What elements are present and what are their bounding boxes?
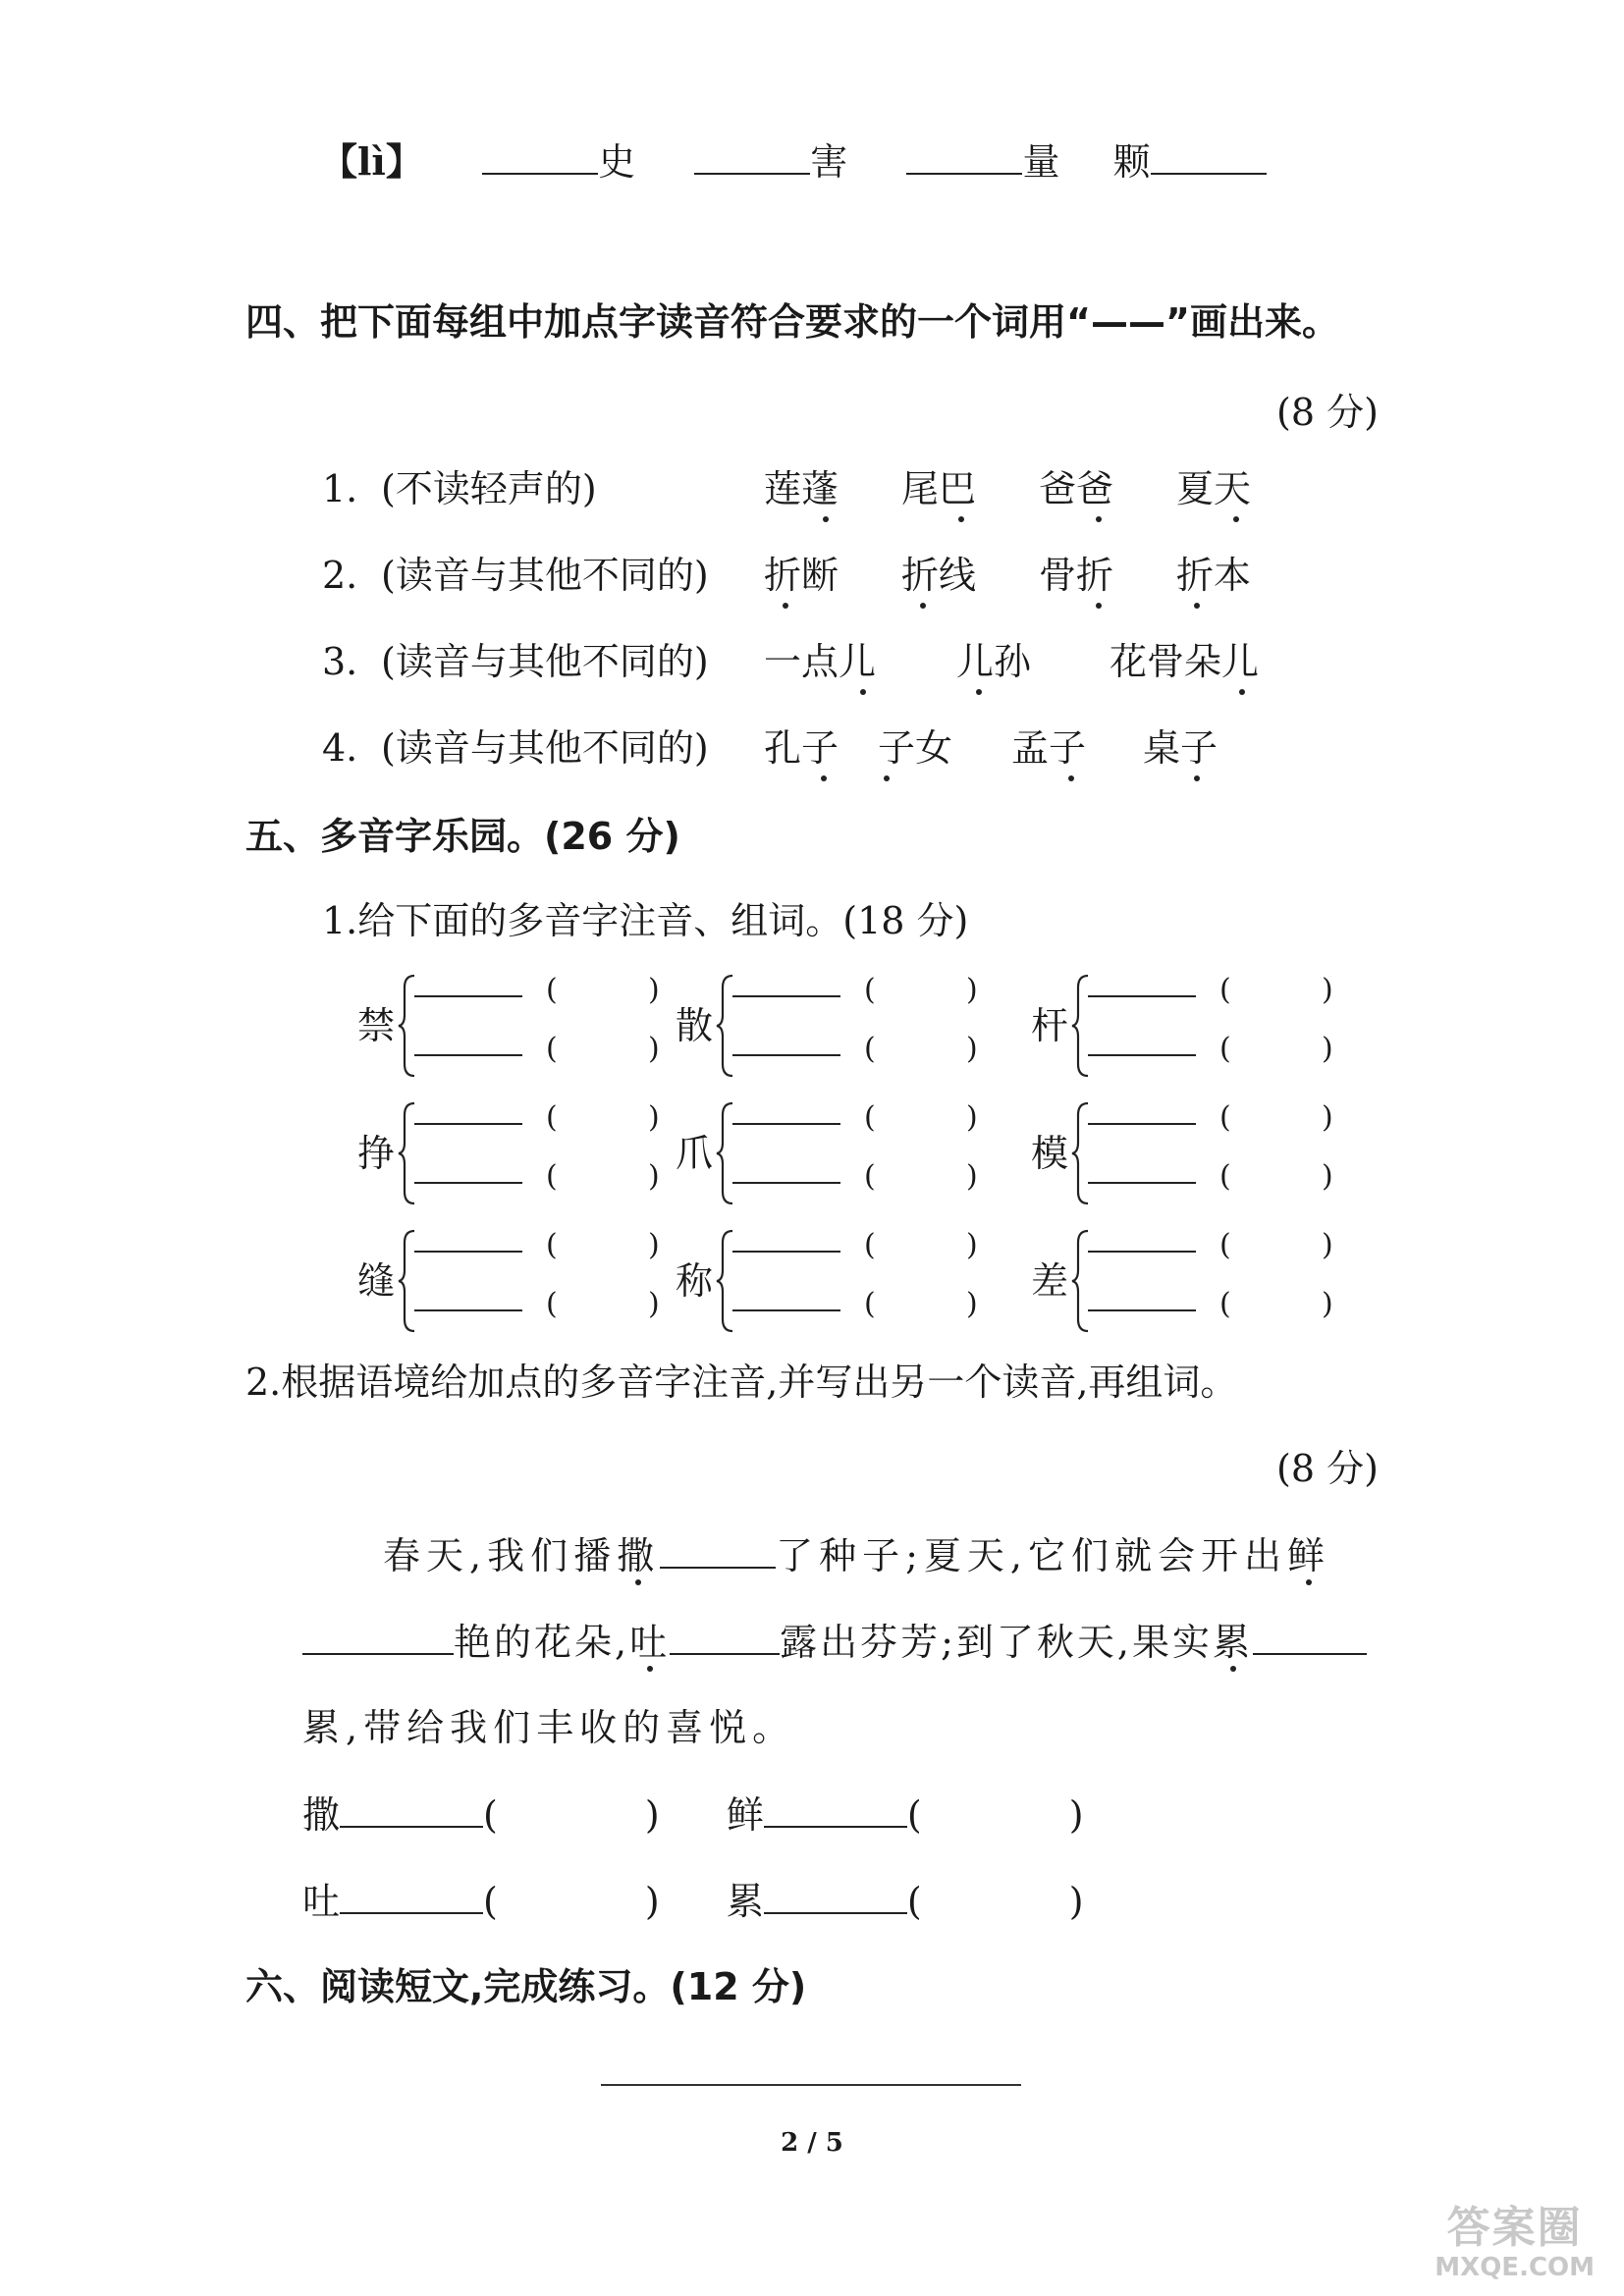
pinyin-paren-close: ) bbox=[648, 1159, 660, 1194]
pinyin-answer-slot[interactable] bbox=[566, 1160, 644, 1194]
word-option[interactable]: 折线 bbox=[901, 554, 977, 597]
pinyin-answer-slot[interactable] bbox=[884, 1033, 962, 1066]
polyphone-group bbox=[1031, 1227, 1355, 1335]
polyphone-group bbox=[1031, 1099, 1355, 1207]
emphasis-dot bbox=[958, 516, 964, 522]
curly-brace-icon bbox=[1070, 1227, 1092, 1335]
polyphone-group bbox=[676, 1099, 1000, 1207]
polyphone-char: 散 bbox=[676, 1004, 714, 1047]
q4-score: (8 分) bbox=[1276, 391, 1379, 434]
pinyin-paren-open: ( bbox=[546, 1287, 558, 1321]
word-option[interactable]: 折本 bbox=[1176, 554, 1252, 597]
emphasis-dot bbox=[1194, 603, 1200, 609]
q5-title: 五、多音字乐园。(26 分) bbox=[245, 815, 680, 858]
word-blank[interactable] bbox=[1088, 995, 1196, 997]
pinyin-paren-open: ( bbox=[864, 1228, 876, 1262]
curly-brace-icon bbox=[715, 1099, 736, 1207]
word-blank[interactable] bbox=[732, 1123, 840, 1125]
pinyin-paren-close: ) bbox=[648, 1228, 660, 1262]
pinyin-answer-slot[interactable] bbox=[884, 1160, 962, 1194]
polyphone-group bbox=[676, 972, 1000, 1080]
pinyin-answer-slot[interactable] bbox=[884, 1288, 962, 1321]
q4-item-3: 3. (读音与其他不同的) 一点儿 儿孙 花骨朵儿 bbox=[322, 640, 1286, 683]
pinyin-paren-close: ) bbox=[966, 1159, 978, 1194]
watermark-logo: 答案圈 MXQE.COM bbox=[1435, 2203, 1595, 2282]
polyphone-char: 杆 bbox=[1031, 1004, 1069, 1047]
fill-blank[interactable] bbox=[482, 139, 598, 175]
word-blank[interactable] bbox=[732, 1251, 840, 1253]
pinyin-paren-open: ( bbox=[864, 973, 876, 1007]
pinyin-paren-open: ( bbox=[864, 1159, 876, 1194]
word-option[interactable]: 夏天 bbox=[1176, 467, 1252, 510]
word-option[interactable]: 爸爸 bbox=[1039, 467, 1114, 510]
word-option[interactable]: 折断 bbox=[764, 554, 839, 597]
word-option[interactable]: 尾巴 bbox=[901, 467, 977, 510]
pinyin-paren-open: ( bbox=[546, 1159, 558, 1194]
curly-brace-icon bbox=[1070, 1099, 1092, 1207]
polyphone-char: 差 bbox=[1031, 1259, 1069, 1303]
emphasis-dot bbox=[860, 689, 866, 695]
pinyin-answer-slot[interactable] bbox=[884, 1101, 962, 1135]
pinyin-paren-open: ( bbox=[864, 1100, 876, 1135]
q6-title: 六、阅读短文,完成练习。(12 分) bbox=[245, 1965, 807, 2008]
word-option[interactable]: 一点儿 bbox=[764, 640, 877, 683]
pinyin-answer-slot[interactable] bbox=[566, 974, 644, 1007]
pinyin-paren-close: ) bbox=[648, 1100, 660, 1135]
pinyin-paren-close: ) bbox=[966, 1228, 978, 1262]
context-line-2: 艳的花朵,吐 露出芬芳;到了秋天,果实累 bbox=[302, 1620, 1367, 1664]
pinyin-paren-close: ) bbox=[966, 973, 978, 1007]
word-blank[interactable] bbox=[414, 995, 522, 997]
pinyin-paren-open: ( bbox=[1219, 1100, 1231, 1135]
word-blank[interactable] bbox=[414, 1251, 522, 1253]
fill-blank[interactable] bbox=[1253, 1620, 1367, 1655]
pinyin-paren-close: ) bbox=[1322, 1100, 1333, 1135]
top-fill-row bbox=[320, 139, 1267, 184]
polyphone-group bbox=[676, 1227, 1000, 1335]
curly-brace-icon bbox=[715, 1227, 736, 1335]
polyphone-group bbox=[357, 1227, 681, 1335]
word-option[interactable]: 子女 bbox=[878, 726, 953, 770]
context-line-3: 累,带给我们丰收的喜悦。 bbox=[302, 1706, 796, 1749]
pinyin-paren-close: ) bbox=[648, 973, 660, 1007]
polyphone-group bbox=[357, 1099, 681, 1207]
context-line-1: 春天,我们播撒 了种子;夏天,它们就会开出鲜 bbox=[383, 1534, 1331, 1577]
page-number: 2 / 5 bbox=[781, 2128, 843, 2158]
emphasis-dot bbox=[976, 689, 982, 695]
curly-brace-icon bbox=[1070, 972, 1092, 1080]
footer-divider bbox=[601, 2084, 1021, 2086]
q5-sub1: 1.给下面的多音字注音、组词。(18 分) bbox=[322, 899, 969, 942]
word-option[interactable]: 孔子 bbox=[764, 726, 839, 770]
dotted-char: 吐 bbox=[629, 1621, 671, 1664]
word-option[interactable]: 孟子 bbox=[1011, 726, 1087, 770]
curly-brace-icon bbox=[397, 1099, 418, 1207]
word-option[interactable]: 莲蓬 bbox=[764, 467, 839, 510]
pinyin-answer-slot[interactable] bbox=[566, 1288, 644, 1321]
polyphone-group bbox=[357, 972, 681, 1080]
word-blank[interactable] bbox=[414, 1054, 522, 1056]
word-blank[interactable] bbox=[732, 995, 840, 997]
pinyin-paren-close: ) bbox=[1322, 1159, 1333, 1194]
pinyin-paren-open: ( bbox=[864, 1287, 876, 1321]
word-blank[interactable] bbox=[732, 1309, 840, 1311]
polyphone-char: 称 bbox=[676, 1259, 714, 1303]
pinyin-paren-close: ) bbox=[648, 1032, 660, 1066]
pinyin-paren-close: ) bbox=[1322, 1287, 1333, 1321]
pinyin-answer-slot[interactable] bbox=[566, 1033, 644, 1066]
word-option[interactable]: 骨折 bbox=[1039, 554, 1114, 597]
pinyin-answer-slot[interactable] bbox=[1239, 1033, 1318, 1066]
pinyin-paren-open: ( bbox=[546, 1228, 558, 1262]
pinyin-answer-slot[interactable] bbox=[1239, 1288, 1318, 1321]
q4-item-1: 1. (不读轻声的) 莲蓬 尾巴 爸爸 夏天 bbox=[322, 467, 1314, 510]
emphasis-dot bbox=[1233, 516, 1239, 522]
fill-row-1: 撒 ( ) 鲜 ( ) bbox=[302, 1793, 1084, 1837]
pinyin-blank[interactable] bbox=[764, 1879, 907, 1914]
curly-brace-icon bbox=[715, 972, 736, 1080]
emphasis-dot bbox=[1096, 516, 1102, 522]
pinyin-answer-slot[interactable] bbox=[1239, 1160, 1318, 1194]
word-option[interactable]: 儿孙 bbox=[956, 640, 1032, 683]
fill-blank[interactable] bbox=[302, 1620, 454, 1655]
polyphone-group bbox=[1031, 972, 1355, 1080]
word-blank[interactable] bbox=[414, 1309, 522, 1311]
pinyin-blank[interactable] bbox=[764, 1792, 907, 1828]
pinyin-answer-slot[interactable] bbox=[884, 1229, 962, 1262]
pinyin-paren-close: ) bbox=[966, 1287, 978, 1321]
pinyin-paren-close: ) bbox=[966, 1032, 978, 1066]
emphasis-dot bbox=[783, 603, 788, 609]
word-blank[interactable] bbox=[1088, 1054, 1196, 1056]
word-char: 史 bbox=[598, 140, 636, 184]
pinyin-blank[interactable] bbox=[340, 1879, 483, 1914]
q4-item-4: 4. (读音与其他不同的) 孔子 子女 孟子 桌子 bbox=[322, 726, 1261, 770]
q5-sub2: 2.根据语境给加点的多音字注音,并写出另一个读音,再组词。 bbox=[245, 1361, 1238, 1404]
pinyin-paren-close: ) bbox=[648, 1287, 660, 1321]
word-blank[interactable] bbox=[732, 1054, 840, 1056]
pinyin-bracket: 【lì】 bbox=[320, 139, 423, 184]
word-char: 害 bbox=[810, 140, 848, 184]
word-option[interactable]: 桌子 bbox=[1143, 726, 1218, 770]
pinyin-answer-slot[interactable] bbox=[566, 1229, 644, 1262]
emphasis-dot bbox=[1068, 775, 1074, 781]
fill-blank[interactable] bbox=[906, 139, 1022, 175]
pinyin-answer-slot[interactable] bbox=[1239, 1229, 1318, 1262]
pinyin-paren-close: ) bbox=[1322, 1032, 1333, 1066]
dotted-char: 鲜 bbox=[1287, 1534, 1331, 1577]
pinyin-paren-open: ( bbox=[1219, 1159, 1231, 1194]
emphasis-dot bbox=[1194, 775, 1200, 781]
emphasis-dot bbox=[1096, 603, 1102, 609]
pinyin-blank[interactable] bbox=[340, 1792, 483, 1828]
polyphone-char: 挣 bbox=[357, 1132, 396, 1175]
polyphone-char: 模 bbox=[1031, 1132, 1069, 1175]
q4-item-2: 2. (读音与其他不同的) 折断 折线 骨折 折本 bbox=[322, 554, 1314, 597]
pinyin-paren-open: ( bbox=[546, 1032, 558, 1066]
fill-blank[interactable] bbox=[670, 1620, 780, 1655]
emphasis-dot bbox=[884, 775, 890, 781]
polyphone-char: 缝 bbox=[357, 1259, 396, 1303]
emphasis-dot bbox=[821, 775, 827, 781]
pinyin-paren-open: ( bbox=[1219, 1032, 1231, 1066]
word-blank[interactable] bbox=[1088, 1309, 1196, 1311]
fill-blank[interactable] bbox=[694, 139, 810, 175]
word-blank[interactable] bbox=[414, 1123, 522, 1125]
word-char: 量 bbox=[1022, 140, 1060, 184]
q5-sub2-score: (8 分) bbox=[1276, 1447, 1379, 1490]
curly-brace-icon bbox=[397, 1227, 418, 1335]
pinyin-paren-open: ( bbox=[1219, 973, 1231, 1007]
word-blank[interactable] bbox=[1088, 1123, 1196, 1125]
fill-row-2: 吐 ( ) 累 ( ) bbox=[302, 1880, 1084, 1923]
emphasis-dot bbox=[920, 603, 926, 609]
word-blank[interactable] bbox=[1088, 1251, 1196, 1253]
q4-title: 四、把下面每组中加点字读音符合要求的一个词用“——”画出来。 bbox=[245, 300, 1339, 344]
pinyin-paren-open: ( bbox=[546, 973, 558, 1007]
word-char: 颗 bbox=[1112, 140, 1151, 184]
word-blank[interactable] bbox=[1088, 1182, 1196, 1184]
pinyin-paren-close: ) bbox=[966, 1100, 978, 1135]
polyphone-char: 爪 bbox=[676, 1132, 714, 1175]
pinyin-answer-slot[interactable] bbox=[884, 974, 962, 1007]
pinyin-answer-slot[interactable] bbox=[1239, 1101, 1318, 1135]
emphasis-dot bbox=[823, 516, 829, 522]
pinyin-paren-open: ( bbox=[546, 1100, 558, 1135]
pinyin-paren-close: ) bbox=[1322, 1228, 1333, 1262]
pinyin-paren-close: ) bbox=[1322, 973, 1333, 1007]
fill-blank[interactable] bbox=[660, 1533, 776, 1569]
pinyin-paren-open: ( bbox=[864, 1032, 876, 1066]
word-option[interactable]: 花骨朵儿 bbox=[1110, 640, 1260, 683]
dotted-char: 累 bbox=[1213, 1621, 1254, 1664]
pinyin-paren-open: ( bbox=[1219, 1287, 1231, 1321]
fill-blank[interactable] bbox=[1151, 139, 1267, 175]
pinyin-answer-slot[interactable] bbox=[1239, 974, 1318, 1007]
curly-brace-icon bbox=[397, 972, 418, 1080]
word-blank[interactable] bbox=[732, 1182, 840, 1184]
dotted-char: 撒 bbox=[617, 1534, 661, 1577]
pinyin-paren-open: ( bbox=[1219, 1228, 1231, 1262]
emphasis-dot bbox=[1239, 689, 1245, 695]
polyphone-char: 禁 bbox=[357, 1004, 396, 1047]
pinyin-answer-slot[interactable] bbox=[566, 1101, 644, 1135]
word-blank[interactable] bbox=[414, 1182, 522, 1184]
